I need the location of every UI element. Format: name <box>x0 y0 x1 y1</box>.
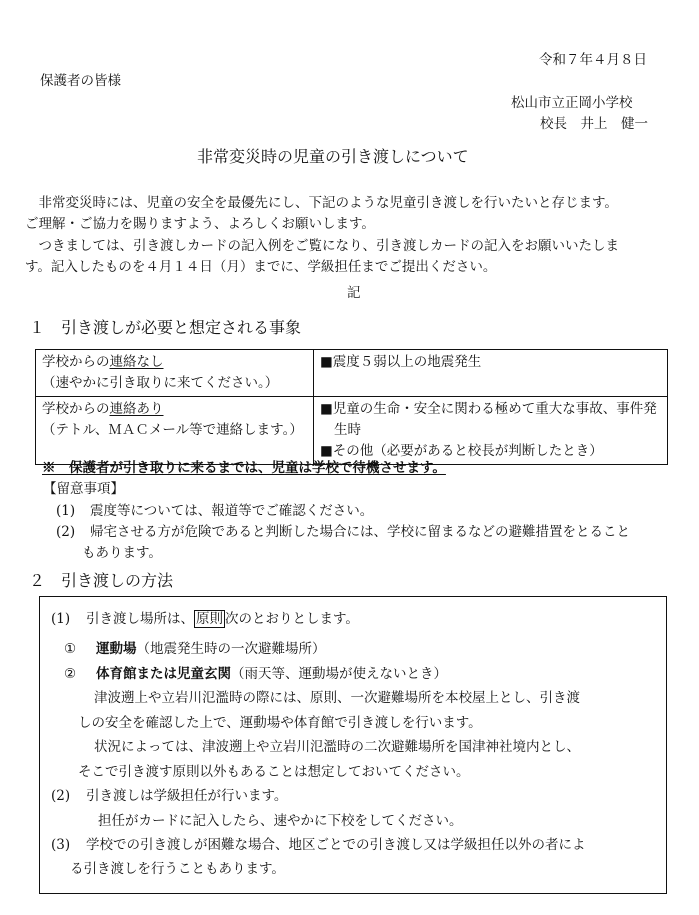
condition-emphasis: 連絡あり <box>109 401 164 417</box>
addressee: 保護者の皆様 <box>40 73 121 89</box>
tsunami-line-2: しの安全を確認した上で、運動場や体育館で引き渡しを行います。 <box>78 715 482 731</box>
intro-paragraph-2-line-2: す。記入したものを４月１４日（月）までに、学級担任までご提出ください。 <box>25 259 497 275</box>
tsunami-line-1: 津波遡上や立岩川氾濫時の際には、原則、一次避難場所を本校屋上とし、引き渡 <box>94 690 580 706</box>
event-item: ■その他（必要があると校長が判断したとき） <box>320 443 603 459</box>
location-2-number: ② <box>64 666 77 682</box>
method-2-sub: 担任がカードに記入したら、速やかに下校をしてください。 <box>98 813 463 829</box>
location-1-note: （地震発生時の一次避難場所） <box>136 641 326 657</box>
table-cell-condition <box>36 397 314 465</box>
location-1-name: 運動場 <box>96 641 137 657</box>
condition-prefix: 学校からの <box>42 401 110 417</box>
situation-line-2: そこで引き渡す原則以外もあることは想定しておいてください。 <box>78 764 470 780</box>
method-3-number: (3) <box>51 837 71 853</box>
method-3-line-2: る引き渡しを行うこともあります。 <box>70 861 285 877</box>
intro-paragraph-1-line-1: 非常変災時には、児童の安全を最優先にし、下記のような児童引き渡しを行いたいと存じます。 <box>25 195 618 211</box>
document-date: 令和７年４月８日 <box>539 52 647 68</box>
remarks-title: 【留意事項】 <box>43 481 124 497</box>
method-1-number: (1) <box>51 611 71 627</box>
condition-emphasis: 連絡なし <box>109 354 164 370</box>
intro-paragraph-1-line-2: ご理解・ご協力を賜りますよう、よろしくお願いします。 <box>25 216 375 232</box>
method-3-line-1: 学校での引き渡しが困難な場合、地区ごとでの引き渡し又は学級担任以外の者によ <box>86 837 586 853</box>
method-1-after: 次のとおりとします。 <box>225 611 359 627</box>
waiting-notice: ※ 保護者が引き取りに来るまでは、児童は学校で待機させます。 <box>42 460 446 476</box>
location-2 <box>96 668 447 682</box>
location-1-number: ① <box>64 641 77 657</box>
method-1-boxed-word: 原則 <box>196 611 223 627</box>
location-1 <box>96 643 326 657</box>
table-cell-event <box>314 397 668 465</box>
event-item: ■児童の生命・安全に関わる極めて重大な事故、事件発生時 <box>320 401 657 438</box>
intro-paragraph-2-line-1: つきましては、引き渡しカードの記入例をご覧になり、引き渡しカードの記入をお願いいたしま <box>25 238 619 254</box>
location-2-name: 体育館または児童玄関 <box>96 666 231 682</box>
section-2-heading: ２ 引き渡しの方法 <box>29 571 174 590</box>
condition-note: （テトル、ＭＡＣメール等で連絡します。） <box>42 422 303 438</box>
page-title: 非常変災時の児童の引き渡しについて <box>197 147 469 166</box>
ki-mark: 記 <box>347 285 361 301</box>
section-1-heading: １ 引き渡しが必要と想定される事象 <box>29 318 302 337</box>
event-item: ■震度５弱以上の地震発生 <box>320 354 482 370</box>
remark-1: 震度等については、報道等でご確認ください。 <box>90 503 374 519</box>
method-1-before: 引き渡し場所は、 <box>86 611 194 627</box>
method-1 <box>86 613 359 627</box>
condition-note: （速やかに引き取りに来てください。） <box>42 375 279 391</box>
remark-2-number: (2) <box>56 524 76 540</box>
situation-line-1: 状況によっては、津波遡上や立岩川氾濫時の二次避難場所を国津神社境内とし、 <box>94 739 580 755</box>
principal-name: 校長 井上 健一 <box>540 116 648 132</box>
remark-2-line-1: 帰宅させる方が危険であると判断した場合には、学校に留まるなどの避難措置をとること <box>90 524 630 540</box>
location-2-note: （雨天等、運動場が使えないとき） <box>231 666 447 682</box>
events-table <box>35 349 668 465</box>
method-2-number: (2) <box>51 788 71 804</box>
table-cell-event <box>314 350 668 397</box>
remark-2-line-2: もあります。 <box>82 545 162 561</box>
table-row <box>36 397 668 465</box>
remark-1-number: (1) <box>56 503 76 519</box>
table-cell-condition <box>36 350 314 397</box>
condition-prefix: 学校からの <box>42 354 110 370</box>
table-row <box>36 350 668 397</box>
method-2: 引き渡しは学級担任が行います。 <box>86 788 288 804</box>
school-name: 松山市立正岡小学校 <box>511 95 633 111</box>
